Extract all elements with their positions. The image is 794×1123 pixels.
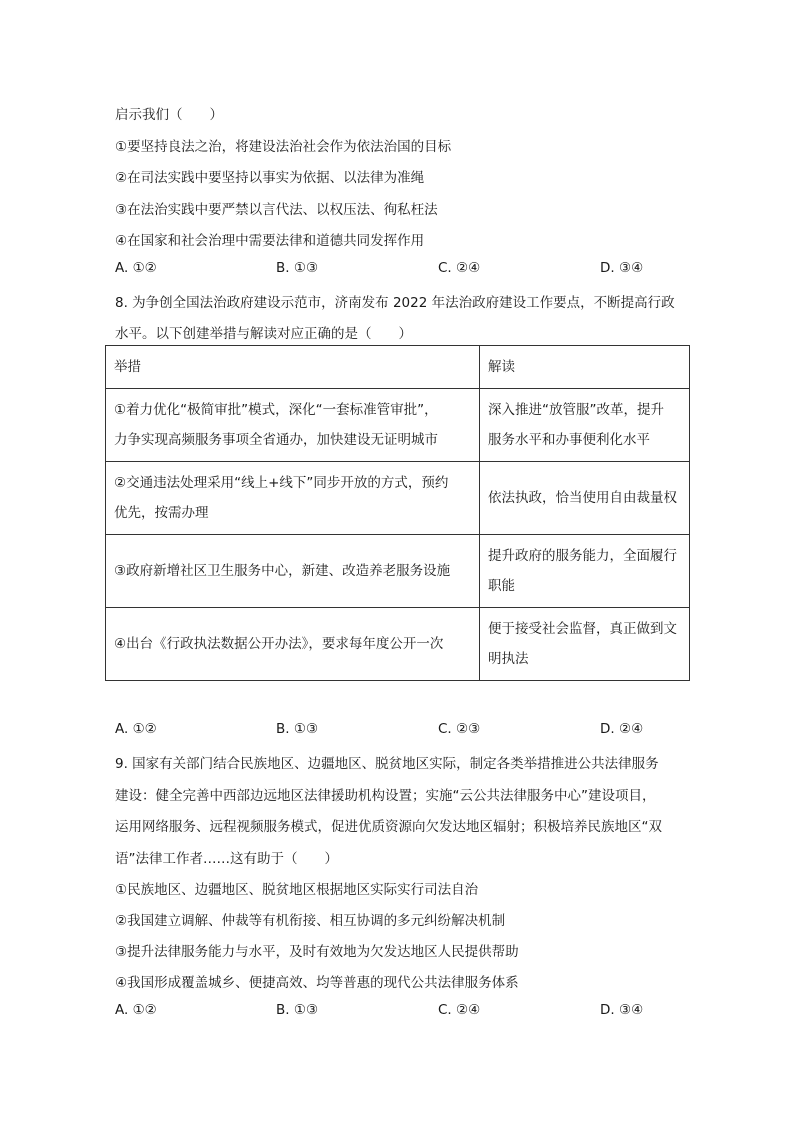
table-header-row bbox=[106, 346, 690, 389]
reading-line: 提升政府的服务能力，全面履行 bbox=[488, 548, 677, 564]
measure-cell bbox=[106, 608, 480, 681]
reading-line: 职能 bbox=[488, 578, 515, 594]
header-measure: 举措 bbox=[106, 346, 480, 389]
reading-line: 服务水平和办事便利化水平 bbox=[488, 432, 650, 448]
q7-option-d: D. ③④ bbox=[600, 260, 644, 276]
q9-option-a: A. ①② bbox=[115, 1002, 157, 1018]
reading-line: 依法执政，恰当使用自由裁量权 bbox=[488, 490, 677, 506]
q9-option-c: C. ②④ bbox=[438, 1002, 481, 1018]
q9-item-3: ③提升法律服务能力与水平，及时有效地为欠发达地区人民提供帮助 bbox=[115, 944, 519, 960]
q9-option-d: D. ③④ bbox=[600, 1002, 644, 1018]
q9-stem-line-4: 语”法律工作者……这有助于（ ） bbox=[115, 851, 338, 867]
q7-item-3: ③在法治实践中要严禁以言代法、以权压法、徇私枉法 bbox=[115, 202, 438, 218]
measure-line: 优先，按需办理 bbox=[114, 505, 209, 521]
q8-option-a: A. ①② bbox=[115, 721, 157, 737]
q7-option-c: C. ②④ bbox=[438, 260, 481, 276]
q8-option-b: B. ①③ bbox=[276, 721, 319, 737]
q8-stem-line-2: 水平。以下创建举措与解读对应正确的是（ ） bbox=[115, 326, 412, 342]
q7-option-a: A. ①② bbox=[115, 260, 157, 276]
reading-line: 深入推进“放管服”改革，提升 bbox=[488, 402, 664, 418]
q7-item-2: ②在司法实践中要坚持以事实为依据、以法律为准绳 bbox=[115, 170, 425, 186]
measure-cell bbox=[106, 535, 480, 608]
q9-item-1: ①民族地区、边疆地区、脱贫地区根据地区实际实行司法自治 bbox=[115, 882, 479, 898]
table-row bbox=[106, 535, 690, 608]
measure-line: ②交通违法处理采用“线上+线下”同步开放的方式，预约 bbox=[114, 475, 449, 491]
q7-option-b: B. ①③ bbox=[276, 260, 319, 276]
reading-line: 明执法 bbox=[488, 651, 529, 667]
q7-stem-end: 启示我们（ ） bbox=[115, 107, 223, 123]
q9-option-b: B. ①③ bbox=[276, 1002, 319, 1018]
q7-item-4: ④在国家和社会治理中需要法律和道德共同发挥作用 bbox=[115, 233, 425, 249]
q7-item-1: ①要坚持良法之治，将建设法治社会作为依法治国的目标 bbox=[115, 139, 452, 155]
q8-table bbox=[105, 345, 690, 681]
measure-cell bbox=[106, 462, 480, 535]
q8-option-c: C. ②③ bbox=[438, 721, 481, 737]
reading-cell bbox=[480, 608, 690, 681]
reading-cell bbox=[480, 389, 690, 462]
measure-cell bbox=[106, 389, 480, 462]
q9-stem-line-3: 运用网络服务、远程视频服务模式，促进优质资源向欠发达地区辐射；积极培养民族地区“双 bbox=[115, 819, 662, 835]
measure-line: ①着力优化“极简审批”模式，深化“一套标准管审批”， bbox=[114, 402, 438, 418]
q8-option-d: D. ②④ bbox=[600, 721, 644, 737]
measure-line: 力争实现高频服务事项全省通办，加快建设无证明城市 bbox=[114, 432, 438, 448]
measure-line: ③政府新增社区卫生服务中心，新建、改造养老服务设施 bbox=[114, 563, 451, 579]
table-row bbox=[106, 608, 690, 681]
table-row bbox=[106, 389, 690, 462]
q9-stem-line-1: 9. 国家有关部门结合民族地区、边疆地区、脱贫地区实际，制定各类举措推进公共法律服务 bbox=[115, 756, 659, 772]
reading-cell bbox=[480, 535, 690, 608]
table-row bbox=[106, 462, 690, 535]
q9-item-2: ②我国建立调解、仲裁等有机衔接、相互协调的多元纠纷解决机制 bbox=[115, 913, 506, 929]
header-reading: 解读 bbox=[480, 346, 690, 389]
q9-stem-line-2: 建设：健全完善中西部边远地区法律援助机构设置；实施“云公共法律服务中心”建设项目， bbox=[115, 788, 656, 804]
reading-cell bbox=[480, 462, 690, 535]
reading-line: 便于接受社会监督，真正做到文 bbox=[488, 621, 677, 637]
q9-item-4: ④我国形成覆盖城乡、便捷高效、均等普惠的现代公共法律服务体系 bbox=[115, 975, 519, 991]
q8-stem-line-1: 8. 为争创全国法治政府建设示范市，济南发布 2022 年法治政府建设工作要点，不断提高行政 bbox=[115, 295, 675, 311]
measure-line: ④出台《行政执法数据公开办法》，要求每年度公开一次 bbox=[114, 636, 444, 652]
